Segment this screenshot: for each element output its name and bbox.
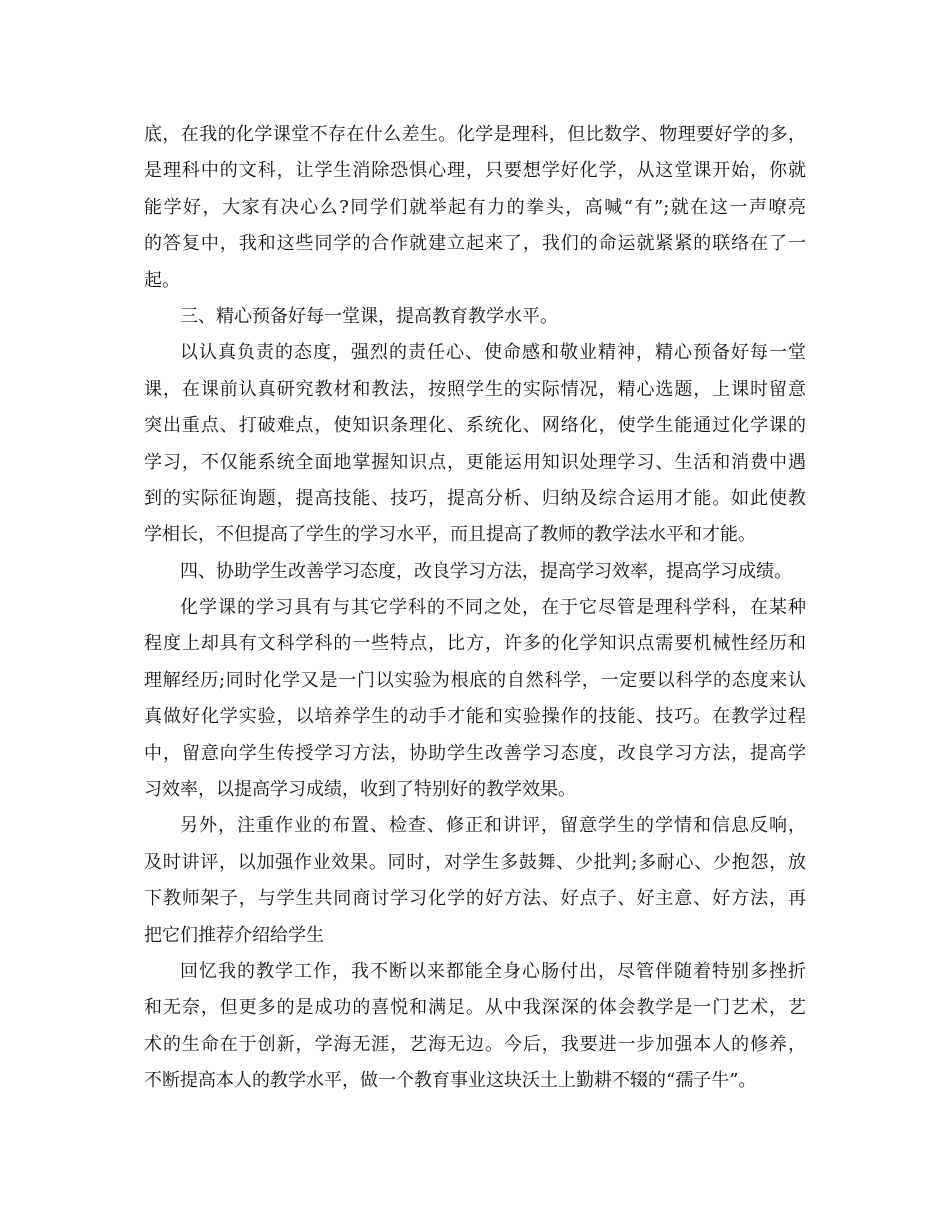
- text-line: 回忆我的教学工作，我不断以来都能全身心肠付出，尽管伴随着特别多挫折: [180, 960, 806, 982]
- text-line: 的答复中，我和这些同学的合作就建立起来了，我们的命运就紧紧的联络在了一: [144, 233, 806, 255]
- text-line: 三、精心预备好每一堂课，提高教育教学水平。: [180, 305, 558, 327]
- text-line: 到的实际征询题，提高技能、技巧，提高分析、归纳及综合运用才能。如此使教: [144, 487, 806, 509]
- text-line: 及时讲评，以加强作业效果。同时，对学生多鼓舞、少批判;多耐心、少抱怨，放: [144, 851, 806, 873]
- text-line: 突出重点、打破难点，使知识条理化、系统化、网络化，使学生能通过化学课的: [144, 415, 806, 437]
- text-line: 理解经历;同时化学又是一门以实验为根底的自然科学，一定要以科学的态度来认: [144, 669, 806, 691]
- text-line: 学习，不仅能系统全面地掌握知识点，更能运用知识处理学习、生活和消费中遇: [144, 451, 806, 473]
- text-line: 中，留意向学生传授学习方法，协助学生改善学习态度，改良学习方法，提高学: [144, 742, 806, 764]
- text-line: 真做好化学实验，以培养学生的动手才能和实验操作的技能、技巧。在教学过程: [144, 706, 806, 728]
- text-line: 化学课的学习具有与其它学科的不同之处，在于它尽管是理科学科，在某种: [180, 597, 806, 619]
- text-line: 能学好，大家有决心么?同学们就举起有力的拳头，高喊“有”;就在这一声嘹亮: [144, 196, 806, 218]
- text-line: 习效率，以提高学习成绩，收到了特别好的教学效果。: [144, 779, 576, 801]
- text-line: 起。: [144, 269, 180, 291]
- text-line: 底，在我的化学课堂不存在什么差生。化学是理科，但比数学、物理要好学的多，: [144, 124, 806, 145]
- text-line: 把它们推荐介绍给学生: [144, 924, 324, 946]
- text-line: 以认真负责的态度，强烈的责任心、使命感和敬业精神，精心预备好每一堂: [180, 342, 806, 364]
- text-line: 下教师架子，与学生共同商讨学习化学的好方法、好点子、好主意、好方法，再: [144, 888, 806, 910]
- text-line: 课，在课前认真研究教材和教法，按照学生的实际情况，精心选题，上课时留意: [144, 378, 806, 400]
- text-line: 学相长，不但提高了学生的学习水平，而且提高了教师的教学法水平和才能。: [144, 524, 756, 546]
- text-line: 术的生命在于创新，学海无涯，艺海无边。今后，我要进一步加强本人的修养，: [144, 1033, 806, 1055]
- text-line: 四、协助学生改善学习态度，改良学习方法，提高学习效率，提高学习成绩。: [180, 560, 792, 582]
- text-line: 程度上却具有文科学科的一些特点，比方，许多的化学知识点需要机械性经历和: [144, 633, 806, 655]
- body-text: [144, 117, 806, 1100]
- text-line: 是理科中的文科，让学生消除恐惧心理，只要想学好化学，从这堂课开始，你就: [144, 160, 806, 182]
- text-line: 和无奈，但更多的是成功的喜悦和满足。从中我深深的体会教学是一门艺术，艺: [144, 997, 806, 1019]
- text-line: 不断提高本人的教学水平，做一个教育事业这块沃土上勤耕不辍的“孺子牛”。: [144, 1070, 757, 1092]
- text-line: 另外，注重作业的布置、检查、修正和讲评，留意学生的学情和信息反响，: [180, 815, 806, 837]
